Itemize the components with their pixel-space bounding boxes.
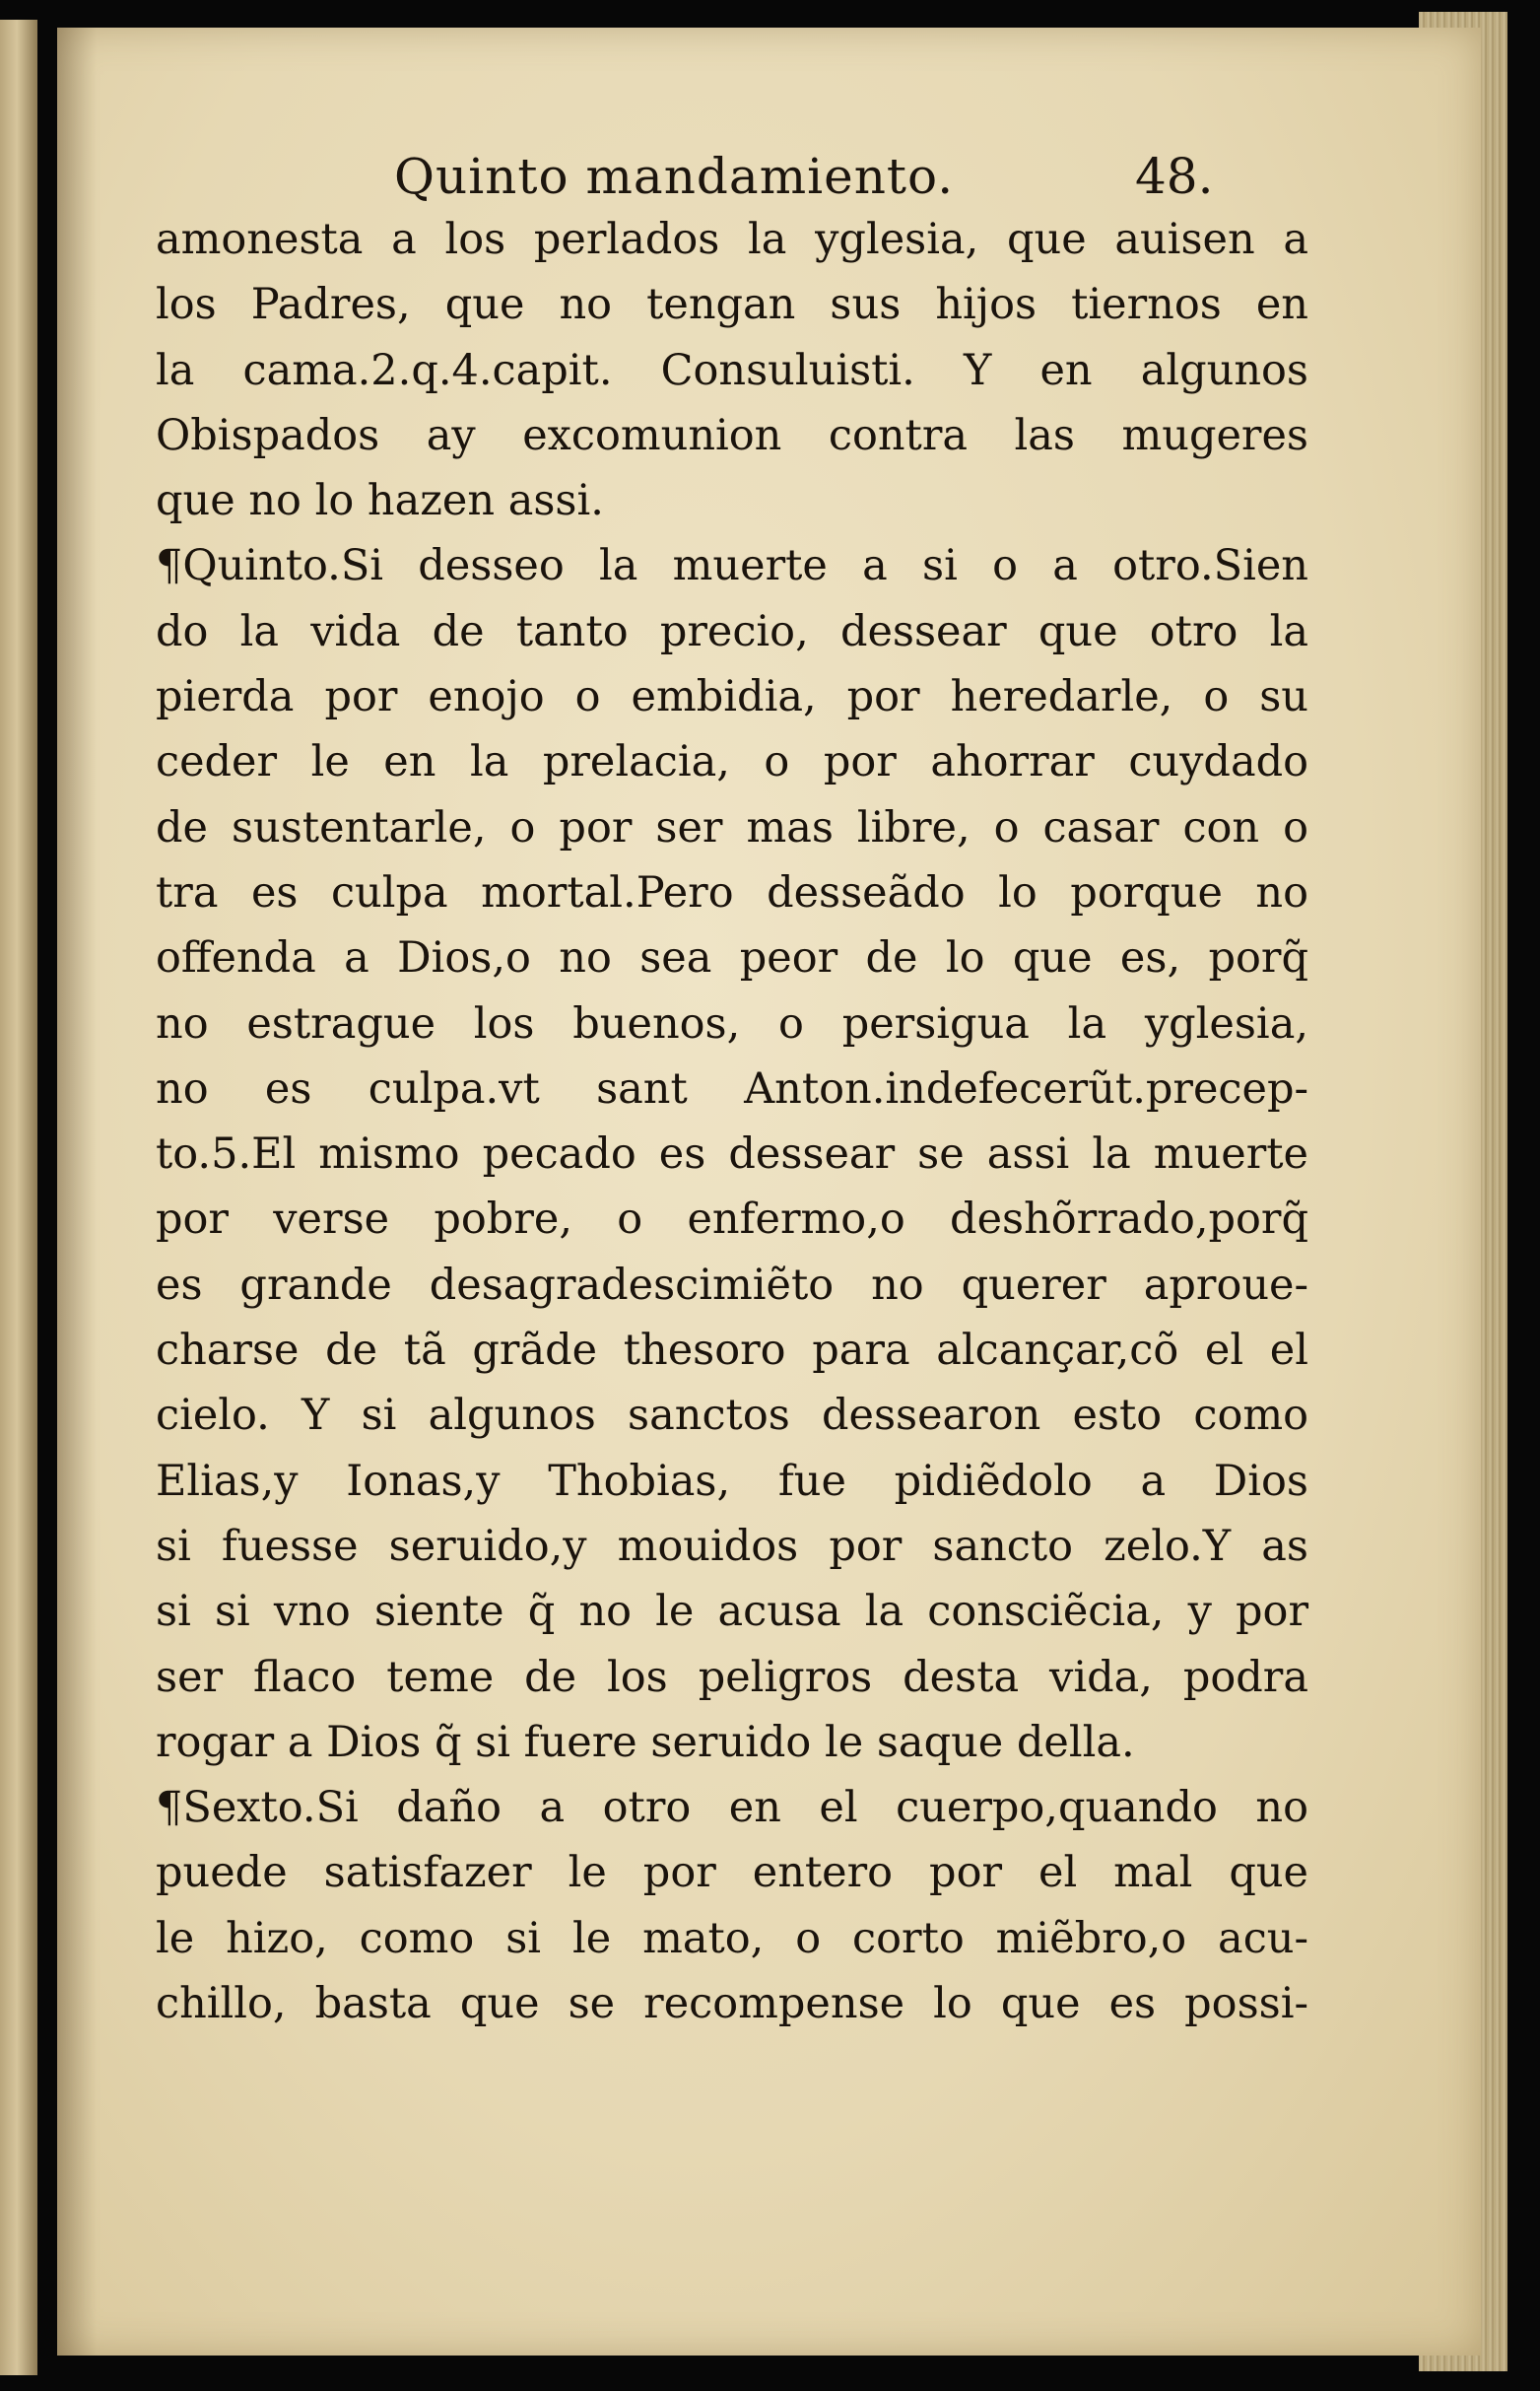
text-line: ceder le en la prelacia, o por ahorrar cuydado (156, 737, 1308, 787)
text-line: puede satisfazer le por entero por el mal que (156, 1848, 1308, 1898)
text-line: tra es culpa mortal.Pero desseãdo lo porque no (156, 867, 1308, 918)
folio-number: 48. (1135, 148, 1214, 205)
binding-gutter-shadow (57, 28, 97, 2356)
text-line: ¶Sexto.Si daño a otro en el cuerpo,quando no (156, 1783, 1308, 1833)
text-line: si fuesse seruido,y mouidos por sancto zelo.Y as (156, 1521, 1308, 1571)
text-line: chillo, basta que se recompense lo que es possi- (156, 1979, 1308, 2029)
text-line: los Padres, que no tengan sus hijos tiernos en (156, 280, 1308, 330)
text-line: charse de tã grãde thesoro para alcançar,cõ el el (156, 1326, 1308, 1376)
text-line: cielo. Y si algunos sanctos dessearon esto como (156, 1391, 1308, 1441)
text-line: no estrague los buenos, o persigua la yglesia, (156, 998, 1308, 1049)
previous-page-edge (0, 20, 37, 2375)
text-line: le hizo, como si le mato, o corto miẽbro,o acu- (156, 1913, 1308, 1963)
text-line: Obispados ay excomunion contra las mugeres (156, 410, 1308, 460)
text-line: es grande desagradescimiẽto no querer aproue- (156, 1260, 1308, 1310)
text-line: to.5.El mismo pecado es dessear se assi la muerte (156, 1129, 1308, 1180)
text-line: ser flaco teme de los peligros desta vida, podra (156, 1652, 1308, 1702)
text-line: pierda por enojo o embidia, por heredarle, o su (156, 672, 1308, 722)
text-line: que no lo hazen assi. (156, 476, 604, 526)
body-text (156, 207, 1308, 2036)
text-line: si si vno siente q̃ no le acusa la consciẽcia, y por (156, 1587, 1308, 1637)
text-line: no es culpa.vt sant Anton.indefecerũt.precep- (156, 1063, 1308, 1114)
text-line: ¶Quinto.Si desseo la muerte a si o a otro.Sien (156, 541, 1308, 591)
running-head-title: Quinto mandamiento. (394, 148, 955, 205)
text-line: la cama.2.q.4.capit. Consuluisti. Y en algunos (156, 345, 1308, 395)
text-line: de sustentarle, o por ser mas libre, o casar con o (156, 802, 1308, 853)
text-line: offenda a Dios,o no sea peor de lo que es, porq̃ (156, 933, 1308, 984)
text-line: por verse pobre, o enfermo,o deshõrrado,porq̃ (156, 1195, 1308, 1245)
text-line: Elias,y Ionas,y Thobias, fue pidiẽdolo a Dios (156, 1456, 1308, 1506)
text-line: amonesta a los perlados la yglesia, que auisen a (156, 215, 1308, 264)
text-line: rogar a Dios q̃ si fuere seruido le saque della. (156, 1717, 1135, 1767)
text-line: do la vida de tanto precio, dessear que otro la (156, 606, 1308, 656)
